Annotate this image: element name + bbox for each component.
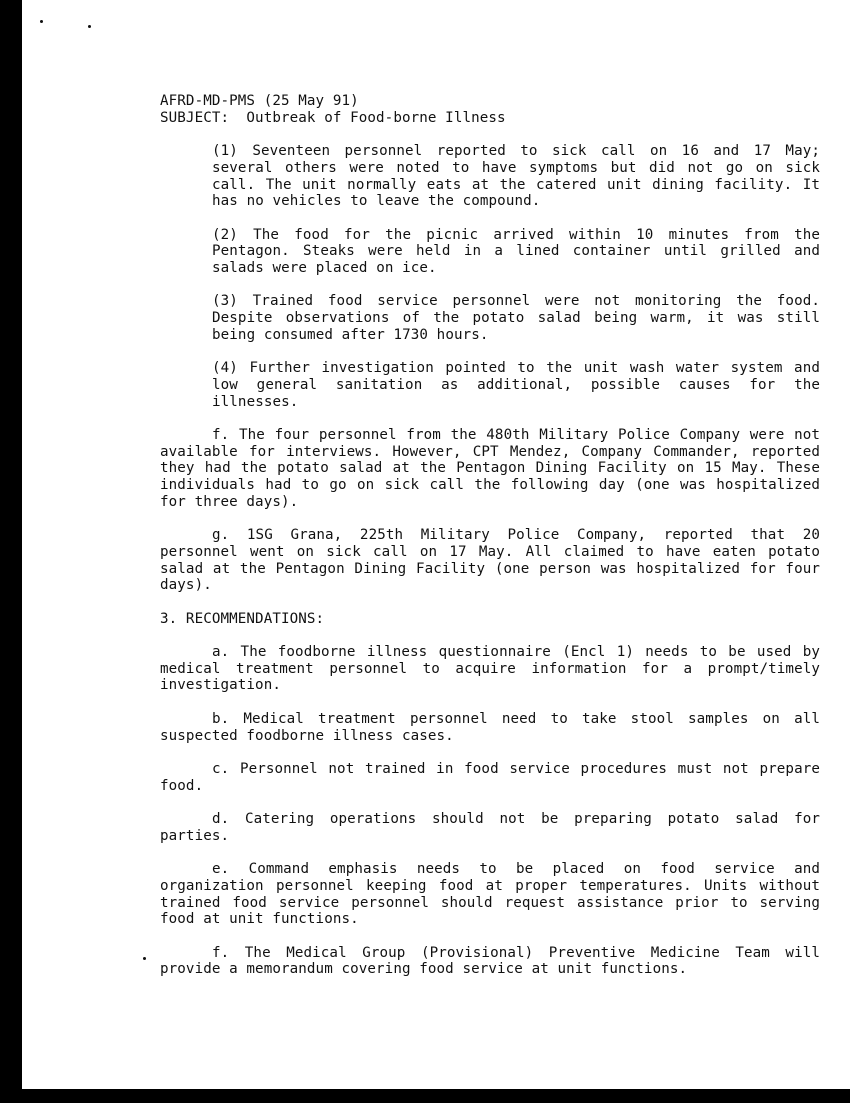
sub-item-4: (4) Further investigation pointed to the unit wash water system and low general sanitation as additional, possible causes for the illnesses.	[212, 360, 820, 410]
office-symbol: AFRD-MD-PMS (25 May 91)	[160, 93, 359, 109]
memo-page	[160, 93, 820, 995]
paragraph-f: f. The four personnel from the 480th Military Police Company were not available for interviews. However, CPT Mendez, Company Commander, reported they had the potato salad at the Pentagon Dining Facility on 15 May. These individuals had to go on sick call the following day (one was hospitalized for three days).	[160, 426, 820, 510]
scan-border-left	[0, 0, 22, 1103]
recommendation-d: d. Catering operations should not be preparing potato salad for parties.	[160, 811, 820, 844]
memo-header	[160, 93, 820, 126]
paragraph-g: g. 1SG Grana, 225th Military Police Company, reported that 20 personnel went on sick call on 17 May. All claimed to have eaten potato salad at the Pentagon Dining Facility (one person was hospitalized for four days).	[160, 527, 820, 594]
sub-item-2: (2) The food for the picnic arrived within 10 minutes from the Pentagon. Steaks were held in a lined container until grilled and salads were placed on ice.	[212, 226, 820, 276]
sub-item-3: (3) Trained food service personnel were not monitoring the food. Despite observations of the potato salad being warm, it was still being consumed after 1730 hours.	[212, 293, 820, 343]
scan-speck	[40, 20, 43, 23]
subject-line: SUBJECT: Outbreak of Food-borne Illness	[160, 109, 506, 126]
recommendation-a: a. The foodborne illness questionnaire (Encl 1) needs to be used by medical treatment personnel to acquire information for a prompt/timely investigation.	[160, 644, 820, 694]
recommendation-f: f. The Medical Group (Provisional) Preventive Medicine Team will provide a memorandum covering food service at unit functions.	[160, 944, 820, 978]
recommendation-e: e. Command emphasis needs to be placed on food service and organization personnel keeping food at proper temperatures. Units without trained food service personnel should request assistance prior to serving food at unit functions.	[160, 861, 820, 928]
recommendation-b: b. Medical treatment personnel need to take stool samples on all suspected foodborne illness cases.	[160, 710, 820, 744]
recommendation-c: c. Personnel not trained in food service procedures must not prepare food.	[160, 760, 820, 794]
sub-item-1: (1) Seventeen personnel reported to sick call on 16 and 17 May; several others were noted to have symptoms but did not go on sick call. The unit normally eats at the catered unit dining facility. It has no vehicles to leave the compound.	[212, 143, 820, 210]
scan-speck	[88, 25, 91, 28]
scan-border-bottom	[22, 1089, 850, 1103]
scan-speck	[143, 957, 146, 960]
section-heading-recommendations: 3. RECOMMENDATIONS:	[160, 610, 325, 627]
